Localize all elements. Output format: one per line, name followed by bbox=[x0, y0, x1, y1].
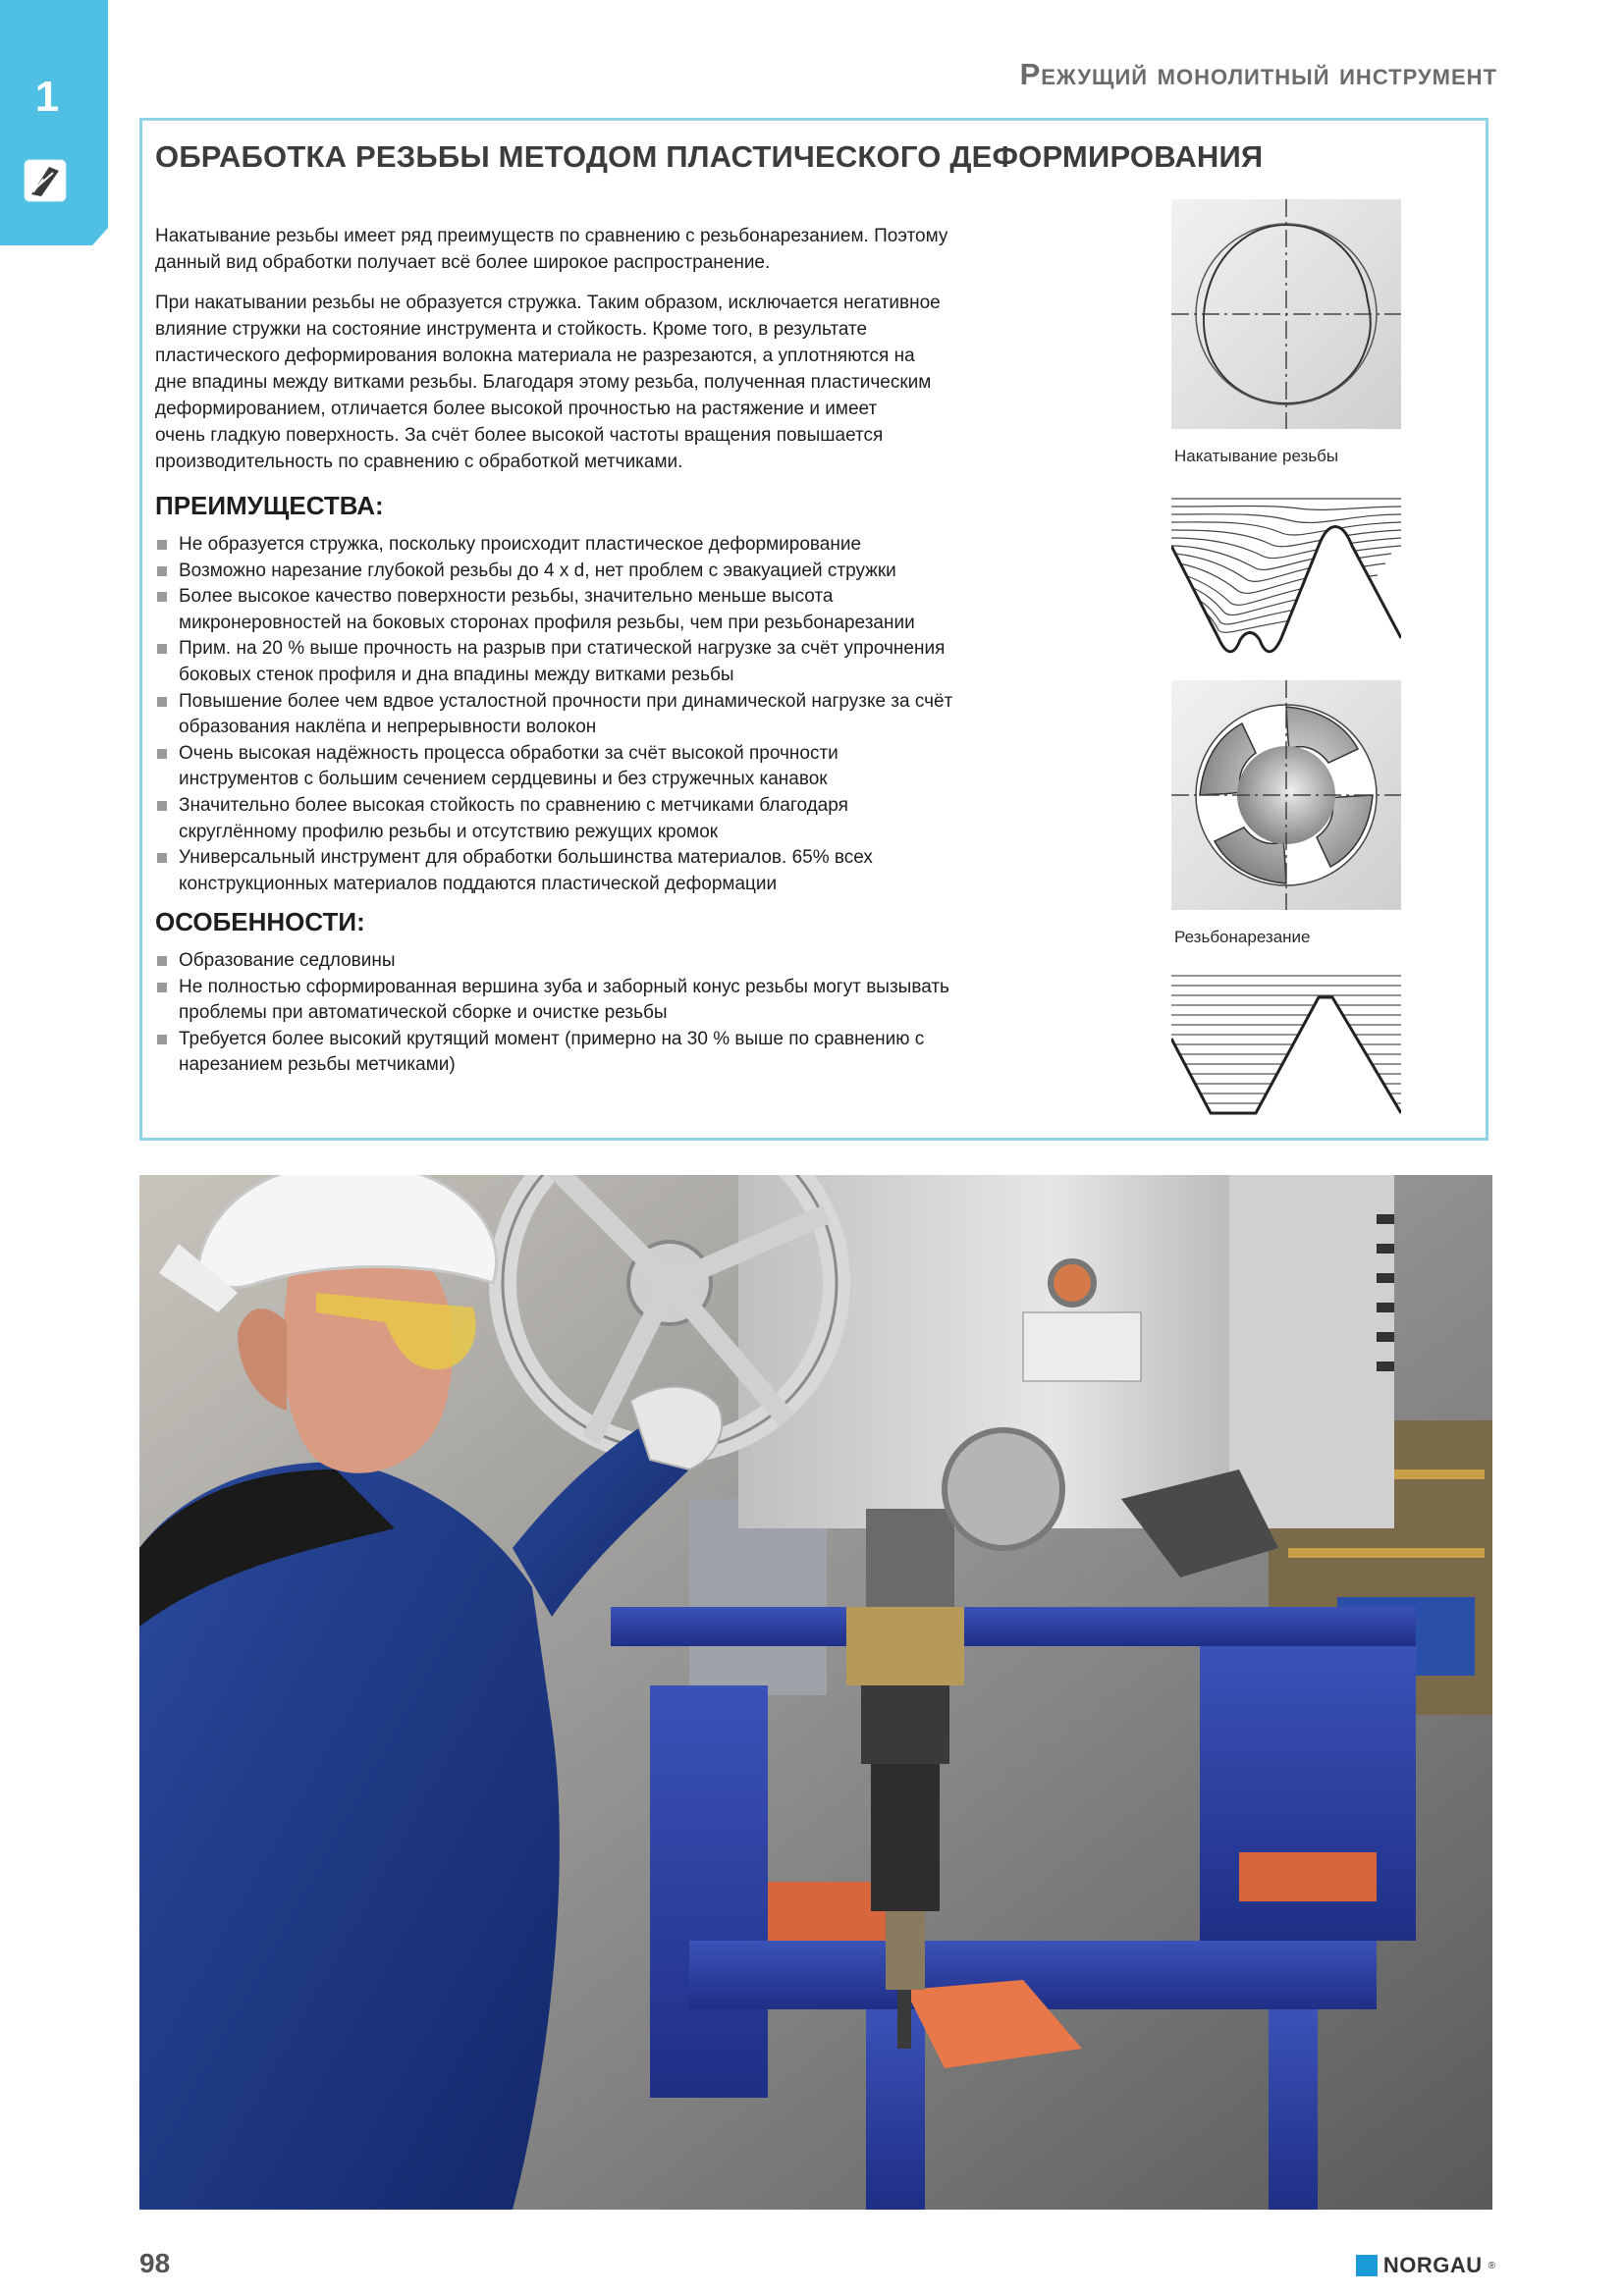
list-item: Требуется более высокий крутящий момент (примерно на 30 % выше по сравнению с нарезанием резьбы метчиками) bbox=[155, 1027, 1078, 1079]
list-item: Образование седловины bbox=[155, 948, 1078, 975]
list-item: Значительно более высокая стойкость по сравнению с метчиками благодаря скруглённому профилю резьбы и отсутствию режущих кромок bbox=[155, 793, 1078, 845]
bullet-square-icon bbox=[157, 592, 167, 602]
list-item: Возможно нарезание глубокой резьбы до 4 x d, нет проблем с эвакуацией стружки bbox=[155, 559, 1078, 585]
list-item: Очень высокая надёжность процесса обработки за счёт высокой прочности инструментов с большим сечением сердцевины и без стружечных канавок bbox=[155, 741, 1078, 793]
brand-logo bbox=[1356, 2253, 1495, 2278]
text-line: При накатывании резьбы не образуется стружка. Таким образом, исключается негативное bbox=[155, 293, 941, 313]
list-item: Универсальный инструмент для обработки большинства материалов. 65% всех конструкционных материалов поддаются пластической деформации bbox=[155, 845, 1078, 897]
figure-caption-cutting: Резьбонарезание bbox=[1174, 928, 1311, 946]
section-header: Режущий монолитный инструмент bbox=[1019, 57, 1497, 91]
text-line: пластического деформирования волокна материала не разрезаются, а уплотняются на bbox=[155, 346, 915, 366]
text-line: влияние стружки на состояние инструмента и стойкость. Кроме того, в результате bbox=[155, 319, 868, 340]
bullet-square-icon bbox=[157, 1035, 167, 1044]
list-item: Не полностью сформированная вершина зуба и заборный конус резьбы могут вызывать проблемы при автоматической сборке и очистке резьбы bbox=[155, 975, 1078, 1027]
chapter-number: 1 bbox=[34, 73, 60, 121]
thread-cutting-section-figure bbox=[1171, 680, 1401, 915]
advantages-list bbox=[155, 532, 1078, 897]
list-item: Более высокое качество поверхности резьбы, значительно меньше высота микронеровностей на боковых сторонах профиля резьбы, чем при резьбонарезании bbox=[155, 584, 1078, 636]
text-line: очень гладкую поверхность. За счёт более высокой частоты вращения повышается bbox=[155, 425, 884, 446]
bullet-square-icon bbox=[157, 801, 167, 811]
workshop-photo bbox=[139, 1175, 1492, 2210]
logo-square-icon bbox=[1356, 2255, 1378, 2276]
thread-rolling-section-figure bbox=[1171, 199, 1401, 434]
page-number: 98 bbox=[139, 2248, 171, 2278]
chapter-tab bbox=[0, 0, 108, 245]
text-line: деформированием, отличается более высокой прочностью на растяжение и имеет bbox=[155, 399, 878, 419]
brand-name: NORGAU bbox=[1382, 2253, 1483, 2277]
list-item: Прим. на 20 % выше прочность на разрыв при статической нагрузке за счёт упрочнения боковых стенок профиля и дна впадины между витками резьбы bbox=[155, 636, 1078, 688]
list-item: Повышение более чем вдвое усталостной прочности при динамической нагрузке за счёт образования наклёпа и непрерывности волокон bbox=[155, 689, 1078, 741]
bullet-square-icon bbox=[157, 644, 167, 654]
bullet-square-icon bbox=[157, 749, 167, 759]
end-mill-icon bbox=[24, 159, 67, 202]
trademark-mark: ® bbox=[1488, 2260, 1495, 2271]
text-line: данный вид обработки получает всё более широкое распространение. bbox=[155, 252, 771, 273]
features-heading: ОСОБЕННОСТИ: bbox=[155, 907, 365, 936]
intro-paragraph-2 bbox=[155, 290, 1068, 475]
rolled-thread-profile-figure bbox=[1171, 491, 1401, 665]
bullet-square-icon bbox=[157, 566, 167, 576]
bullet-square-icon bbox=[157, 697, 167, 707]
features-list bbox=[155, 948, 1078, 1079]
intro-paragraph-1 bbox=[155, 223, 1068, 276]
list-item: Не образуется стружка, поскольку происходит пластическое деформирование bbox=[155, 532, 1078, 559]
figure-caption-rolling: Накатывание резьбы bbox=[1174, 447, 1339, 465]
text-line: производительность по сравнению с обработкой метчиками. bbox=[155, 452, 683, 472]
bullet-square-icon bbox=[157, 956, 167, 966]
bullet-square-icon bbox=[157, 853, 167, 863]
bullet-square-icon bbox=[157, 983, 167, 992]
text-line: Накатывание резьбы имеет ряд преимуществ по сравнению с резьбонарезанием. Поэтому bbox=[155, 226, 948, 246]
advantages-heading: ПРЕИМУЩЕСТВА: bbox=[155, 491, 384, 520]
cut-thread-profile-figure bbox=[1171, 970, 1401, 1122]
text-line: дне впадины между витками резьбы. Благодаря этому резьба, полученная пластическим bbox=[155, 372, 932, 393]
bullet-square-icon bbox=[157, 540, 167, 550]
page-title: ОБРАБОТКА РЕЗЬБЫ МЕТОДОМ ПЛАСТИЧЕСКОГО ДЕФОРМИРОВАНИЯ bbox=[155, 139, 1264, 174]
